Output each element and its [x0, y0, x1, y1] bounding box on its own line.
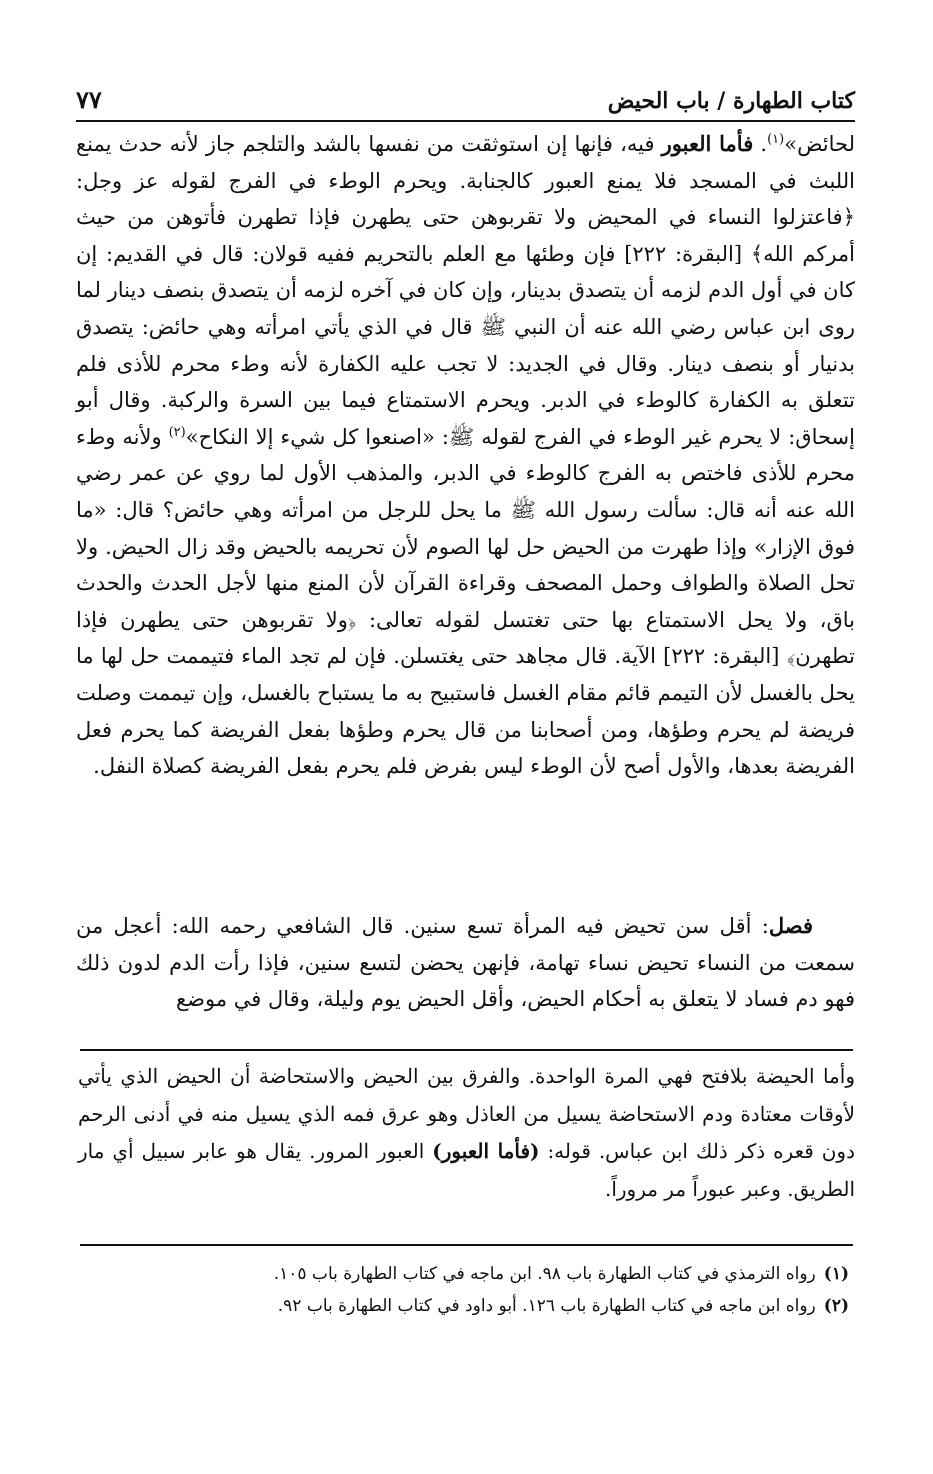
commentary — [78, 1058, 855, 1208]
text-segment: لحائض» — [784, 132, 855, 156]
running-header — [76, 74, 855, 122]
page-number: ٧٧ — [76, 85, 102, 114]
footnote-number: (١) — [823, 1264, 849, 1284]
text-segment: فيه، فإنها إن استوثقت من نفسها بالشد والتلجم جاز لأنه حدث يمنع اللبث في المسجد فلا يمنع العبور كالجنابة. ويحرم الوطء في الفرج لقوله عز وجل: ﴿فاعتزلوا النساء في المحيض ولا تقربوهن حتى يطهرن فإذا تطهرن فأتوهن من حيث أمركم الله﴾ [البقرة: ٢٢٢] فإن وطئها مع العلم بالتحريم ففيه قولان: قال في القديم: إن كان في أول الدم لزمه أن يتصدق بدينار، وإن كان في آخره لزمه أن يتصدق بنصف دينار لما روى ابن عباس رضي الله عنه أن النبي ﷺ قال في الذي يأتي امرأته وهي حائض: يتصدق بدنيار أو بنصف دينار. وقال في الجديد: لا تجب عليه الكفارة لأنه وطء محرم للأذى فلم تتعلق به الكفارة كالوطء في الدبر. ويحرم الاستمتاع فيما بين السرة والركبة. وقال أبو إسحاق: لا يحرم غير الوطء في الفرج لقوله ﷺ: «اصنعوا كل شيء إلا النكاح» — [76, 132, 856, 449]
section-heading: فصل — [768, 913, 813, 938]
commentary-paragraph — [78, 1058, 855, 1208]
main-paragraph — [76, 126, 855, 785]
text-segment: . — [753, 132, 768, 156]
footnotes — [80, 1258, 849, 1322]
commentary-divider — [80, 1049, 853, 1051]
footnote-ref-1: (١) — [767, 132, 785, 147]
text-segment: ولأنه وطء محرم للأذى فاختص به الفرج كالوطء في الدبر، والمذهب الأول لما روي عن عمر رضي الله عنه أنه قال: سألت رسول الله ﷺ ما يحل للرجل من امرأته وهي حائض؟ قال: «ما فوق الإزار» وإذا طهرت من الحيض حل لها الصوم لأن تحريمه بالحيض وقد زال الحيض. ولا تحل الصلاة والطواف وحمل المصحف وقراءة القرآن لأن المنع منها لأجل الحدث والحدث باق، ولا يحل الاستمتاع بها حتى تغتسل لقوله تعالى: ﴿ولا تقربوهن حتى يطهرن فإذا تطهرن﴾ [البقرة: ٢٢٢] الآية. قال مجاهد حتى يغتسلن. فإن لم تجد الماء فتيممت حل لها ما يحل بالغسل لأن التيمم قائم مقام الغسل فاستبيح به ما يستباح بالغسل، وإن تيممت وصلت فريضة لم يحرم وطؤها، ومن أصحابنا من قال يحرم وطؤها بفعل الفريضة كما يحرم فعل الفريضة بعدها، والأول أصح لأن الوطء ليس بفرض فلم يحرم بفعل الفريضة كصلاة النفل. — [76, 424, 855, 779]
footnote — [80, 1290, 849, 1322]
footnote-number: (٢) — [823, 1296, 849, 1316]
footnote-divider — [80, 1244, 853, 1246]
footnote-ref-2: (٢) — [168, 424, 186, 440]
text-segment: العبور المرور. يقال هو عابر سبيل أي مار الطريق. وعبر عبوراً مر مروراً. — [78, 1139, 855, 1201]
fasl-paragraph — [76, 908, 855, 1018]
main-text — [76, 126, 855, 785]
bold-term: فأما العبور — [661, 131, 754, 156]
bold-term: (فأما العبور) — [432, 1139, 540, 1163]
text-segment: وأما الحيضة بلافتح فهي المرة الواحدة. والفرق بين الحيض والاستحاضة أن الحيض الذي يأتي لأوقات معتادة ودم الاستحاضة يسيل من العاذل وهو عرق فمه الذي يسيل منه في أدنى الرحم دون قعره ذكر ذلك ابن عباس. قوله: — [78, 1064, 855, 1163]
footnote — [80, 1258, 849, 1290]
footnote-text: رواه ابن ماجه في كتاب الطهارة باب ١٢٦. أبو داود في كتاب الطهارة باب ٩٢. — [277, 1296, 816, 1316]
footnote-text: رواه الترمذي في كتاب الطهارة باب ٩٨. ابن ماجه في كتاب الطهارة باب ١٠٥. — [273, 1264, 816, 1284]
chapter-title: كتاب الطهارة / باب الحيض — [607, 88, 855, 114]
text-segment: : أقل سن تحيض فيه المرأة تسع سنين. قال الشافعي رحمه الله: أعجل من سمعت من النساء تحيض نساء تهامة، فإنهن يحضن لتسع سنين، فإذا رأت الدم لدون ذلك فهو دم فساد لا يتعلق به أحكام الحيض، وأقل الحيض يوم وليلة، وقال في موضع — [76, 914, 855, 1011]
fasl-section — [76, 908, 855, 1018]
